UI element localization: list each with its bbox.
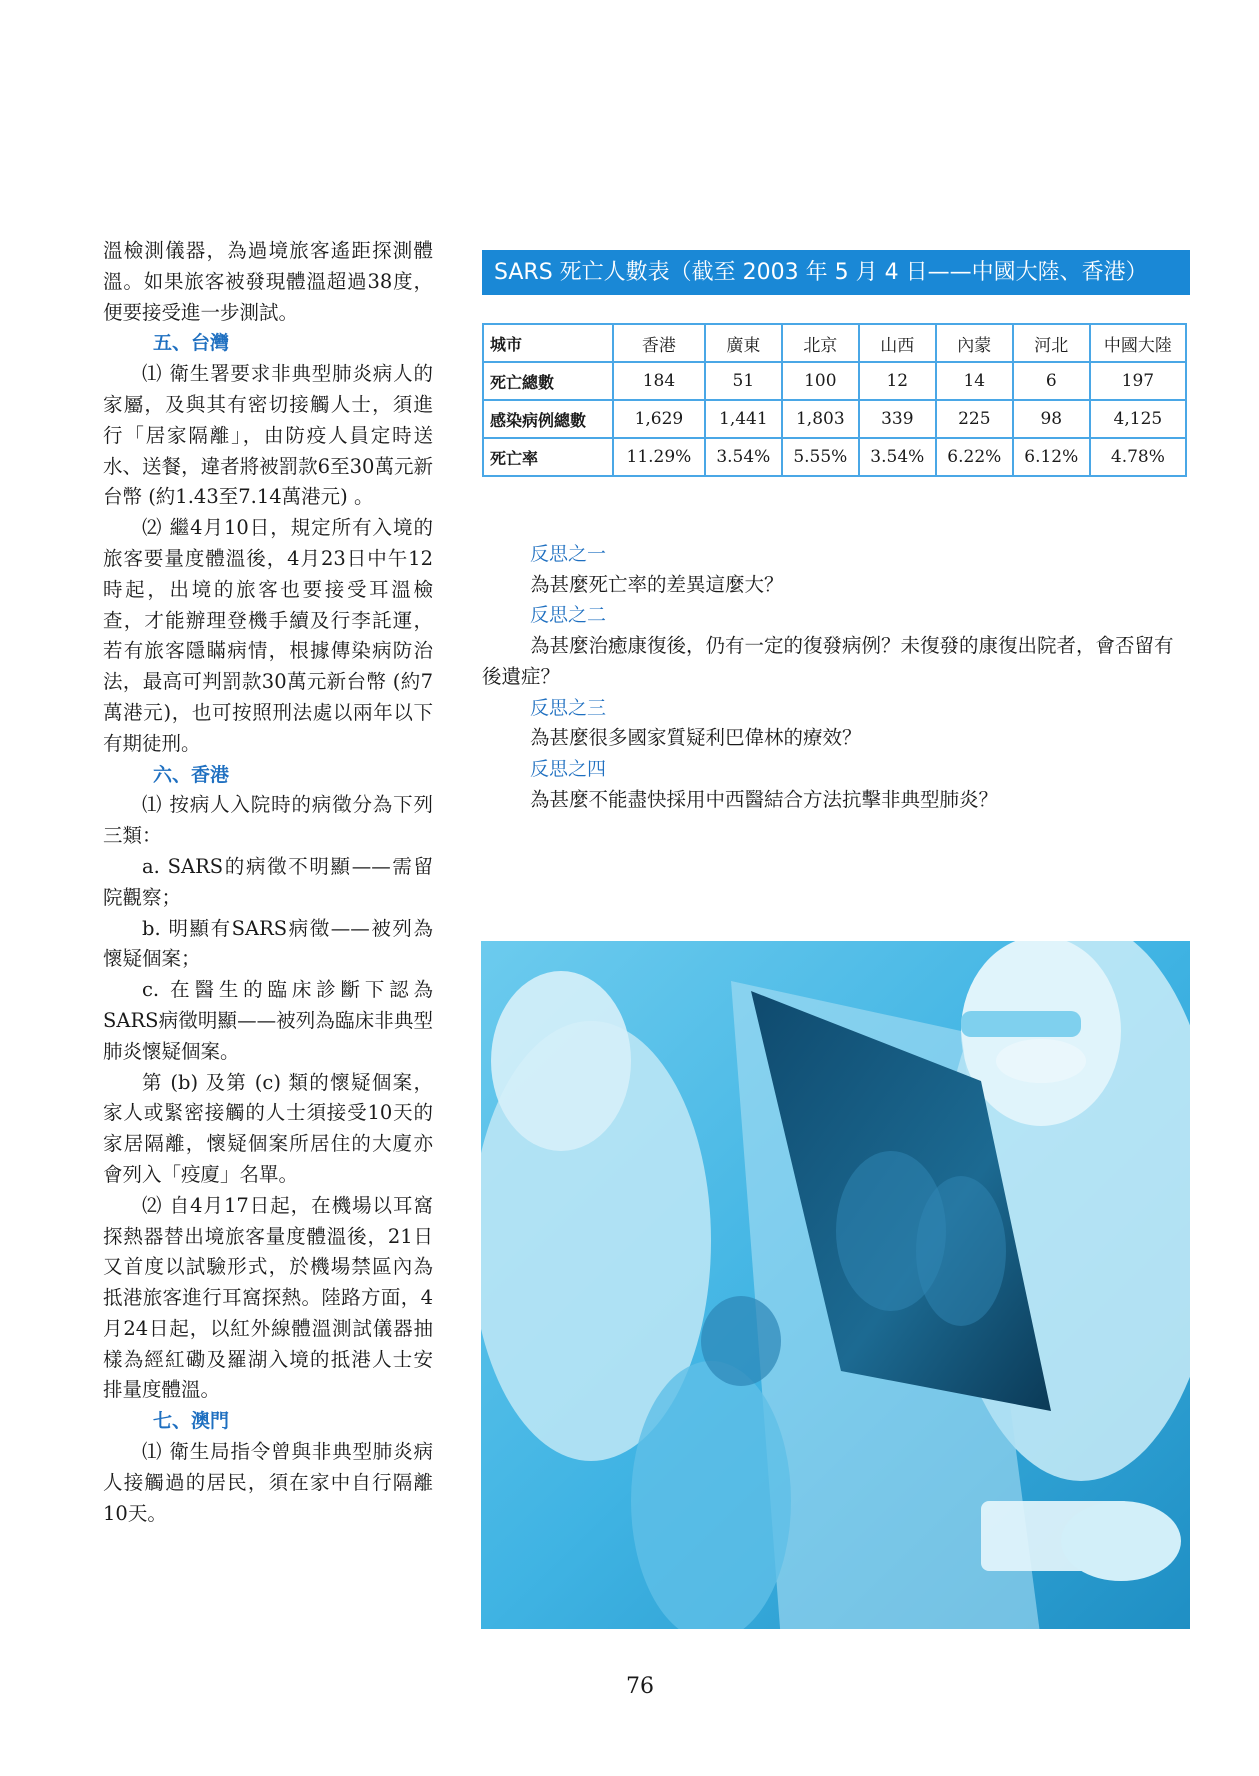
photo-illustration — [481, 941, 1190, 1629]
left-para-6: a. SARS的病徵不明顯——需留院觀察； — [103, 854, 433, 909]
reflection-heading: 反思之四 — [530, 757, 607, 780]
table-cell: 4,125 — [1090, 400, 1186, 438]
left-para-8: c. 在醫生的臨床診斷下認為SARS病徵明顯——被列為臨床非典型肺炎懷疑個案。 — [103, 978, 433, 1063]
table-header-row — [483, 324, 1186, 362]
section-heading-hongkong: 六、香港 — [153, 763, 230, 786]
table-cell: 11.29% — [613, 438, 705, 476]
table-row-label: 死亡率 — [483, 438, 613, 476]
table-cell: 51 — [705, 362, 782, 400]
table-cell: 6 — [1013, 362, 1090, 400]
page-number: 76 — [626, 1674, 654, 1699]
table-header-cell: 廣東 — [705, 324, 782, 362]
table-header-cell: 香港 — [613, 324, 705, 362]
table-cell: 5.55% — [782, 438, 859, 476]
table-cell: 100 — [782, 362, 859, 400]
table-cell: 14 — [936, 362, 1013, 400]
reflection-heading: 反思之二 — [530, 604, 607, 627]
table-cell: 197 — [1090, 362, 1186, 400]
table-cell: 6.12% — [1013, 438, 1090, 476]
table-row — [483, 438, 1186, 476]
left-para-7: b. 明顯有SARS病徵——被列為懷疑個案； — [103, 916, 433, 971]
left-para-0: 溫檢測儀器，為過境旅客遙距探測體溫。如果旅客被發現體溫超過38度，便要接受進一步測試。 — [103, 239, 433, 324]
table-cell: 98 — [1013, 400, 1090, 438]
reflection-question: 為甚麼不能盡快採用中西醫結合方法抗擊非典型肺炎？ — [530, 787, 999, 811]
table-cell: 1,441 — [705, 400, 782, 438]
left-para-12: ⑴ 衛生局指令曾與非典型肺炎病人接觸過的居民，須在家中自行隔離10天。 — [103, 1440, 433, 1525]
table-header-cell: 中國大陸 — [1090, 324, 1186, 362]
table-row — [483, 362, 1186, 400]
section-heading-taiwan: 五、台灣 — [153, 332, 230, 355]
table-cell: 225 — [936, 400, 1013, 438]
table-header-cell: 河北 — [1013, 324, 1090, 362]
sars-death-table — [482, 323, 1187, 477]
left-para-2: ⑴ 衛生署要求非典型肺炎病人的家屬，及與其有密切接觸人士，須進行「居家隔離」，由防疫人員定時送水、送餐，違者將被罰款6至30萬元新台幣 (約1.43至7.14萬港元) 。 — [103, 362, 433, 509]
medical-staff-xray-photo — [481, 941, 1190, 1629]
table-cell: 3.54% — [705, 438, 782, 476]
table-cell: 339 — [859, 400, 936, 438]
reflections-block — [482, 539, 1190, 815]
right-column — [482, 250, 1190, 815]
left-para-9: 第 (b) 及第 (c) 類的懷疑個案，家人或緊密接觸的人士須接受10天的家居隔離，懷疑個案所居住的大廈亦會列入「疫廈」名單。 — [103, 1070, 433, 1186]
table-cell: 184 — [613, 362, 705, 400]
table-cell: 12 — [859, 362, 936, 400]
section-heading-macau: 七、澳門 — [153, 1410, 230, 1433]
table-cell: 1,629 — [613, 400, 705, 438]
table-cell: 4.78% — [1090, 438, 1186, 476]
reflection-question: 為甚麼治癒康復後，仍有一定的復發病例？未復發的康復出院者，會否留有後遺症？ — [482, 634, 1174, 688]
reflection-question: 為甚麼很多國家質疑利巴偉林的療效？ — [530, 726, 862, 750]
table-title: SARS 死亡人數表（截至 2003 年 5 月 4 日——中國大陸、香港） — [482, 250, 1190, 295]
left-para-10: ⑵ 自4月17日起，在機場以耳窩探熱器替出境旅客量度體溫後，21日又首度以試驗形式，於機場禁區內為抵港旅客進行耳窩探熱。陸路方面，4月24日起，以紅外線體溫測試儀器抽樣為經紅磡及羅湖入境的抵港人士安排量度體溫。 — [103, 1193, 433, 1402]
reflection-heading: 反思之一 — [530, 543, 607, 565]
left-text-column — [103, 236, 433, 1529]
table-header-cell: 城市 — [483, 324, 613, 362]
left-para-3: ⑵ 繼4月10日，規定所有入境的旅客要量度體溫後，4月23日中午12時起，出境的旅客也要接受耳溫檢查，才能辦理登機手續及行李託運，若有旅客隱瞞病情，根據傳染病防治法，最高可判罰款30萬元新台幣 (約7萬港元)，也可按照刑法處以兩年以下有期徒刑。 — [103, 516, 433, 755]
table-header-cell: 內蒙 — [936, 324, 1013, 362]
table-header-cell: 山西 — [859, 324, 936, 362]
table-cell: 6.22% — [936, 438, 1013, 476]
reflection-heading: 反思之三 — [530, 696, 607, 719]
reflection-question: 為甚麼死亡率的差異這麼大？ — [530, 572, 784, 596]
table-cell: 1,803 — [782, 400, 859, 438]
left-para-5: ⑴ 按病人入院時的病徵分為下列三類： — [103, 793, 433, 848]
table-row-label: 死亡總數 — [483, 362, 613, 400]
table-row-label: 感染病例總數 — [483, 400, 613, 438]
table-cell: 3.54% — [859, 438, 936, 476]
table-header-cell: 北京 — [782, 324, 859, 362]
table-row — [483, 400, 1186, 438]
